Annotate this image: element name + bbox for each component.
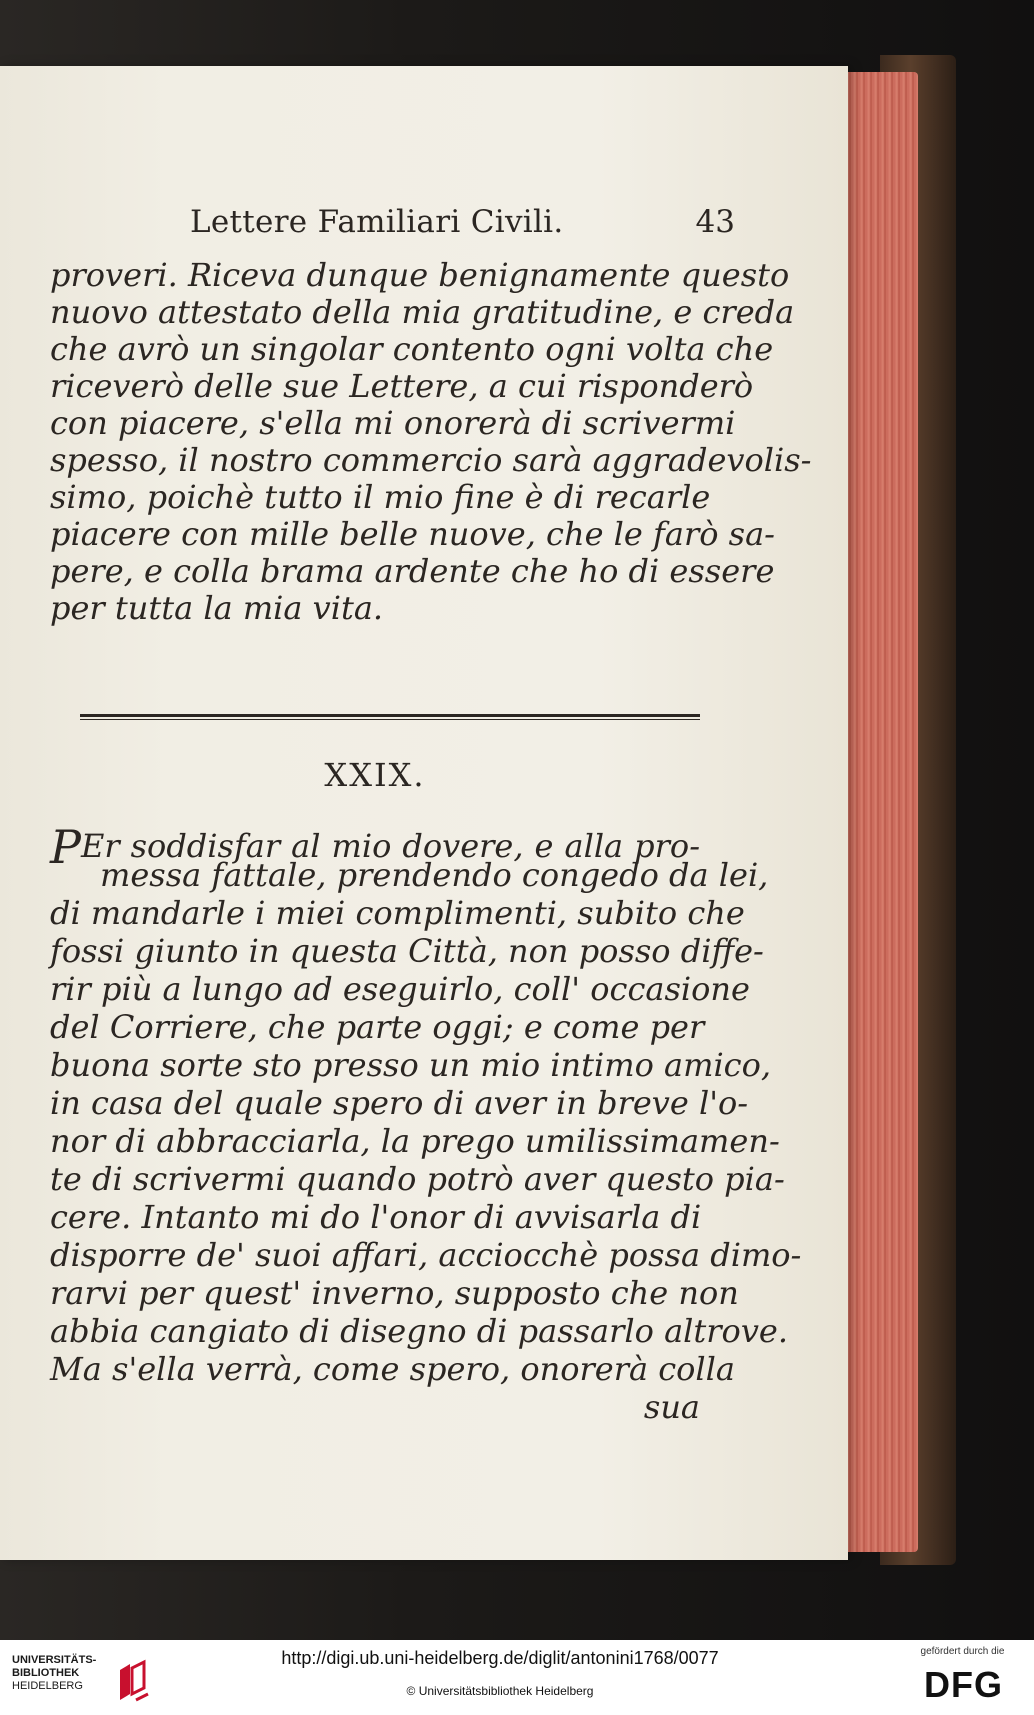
first-line: [50, 818, 700, 874]
logo-line: HEIDELBERG: [12, 1680, 83, 1692]
divider-thin: [80, 719, 700, 720]
text-line: pere, e colla brama ardente che ho di essere: [50, 552, 775, 590]
permalink-url[interactable]: http://digi.ub.uni-heidelberg.de/diglit/antonini1768/0077: [281, 1648, 719, 1668]
text-line: rir più a lungo ad eseguirlo, coll' occasione: [50, 970, 750, 1008]
text-line: riceverò delle sue Lettere, a cui risponderò: [50, 367, 754, 405]
text-line: con piacere, s'ella mi onorerà di scrivermi: [50, 404, 736, 442]
text-line: fossi giunto in questa Città, non posso diffe-: [50, 932, 764, 970]
section-heading: XXIX.: [324, 756, 426, 794]
running-title: Lettere Familiari Civili.: [190, 204, 564, 240]
text-line: piacere con mille belle nuove, che le farò sa-: [50, 515, 775, 553]
text-line: per tutta la mia vita.: [50, 589, 384, 627]
book-page: [0, 66, 848, 1560]
text-line: simo, poichè tutto il mio fine è di recarle: [50, 478, 711, 516]
text-line: proveri. Riceva dunque benignamente questo: [50, 256, 790, 294]
logo-line: BIBLIOTHEK: [12, 1667, 80, 1679]
logo-line: UNIVERSITÄTS-: [12, 1654, 97, 1666]
text-line: messa fattale, prendendo congedo da lei,: [100, 856, 769, 894]
text-line: disporre de' suoi affari, acciocchè possa dimo-: [50, 1236, 802, 1274]
text-line: abbia cangiato di disegno di passarlo altrove.: [50, 1312, 788, 1350]
text-line: nuovo attestato della mia gratitudine, e creda: [50, 293, 795, 331]
page-fore-edge: [838, 72, 918, 1552]
text-line: spesso, il nostro commercio sarà aggradevolis-: [50, 441, 812, 479]
text-line: cere. Intanto mi do l'onor di avvisarla di: [50, 1198, 702, 1236]
page-text-area: [50, 66, 812, 1560]
catchword: sua: [643, 1388, 700, 1426]
first-line-text: Er soddisfar al mio dovere, e alla pro-: [80, 827, 700, 865]
dfg-logo: DFG: [924, 1664, 1003, 1705]
text-line: nor di abbracciarla, la prego umilissimamen-: [50, 1122, 780, 1160]
text-line: buona sorte sto presso un mio intimo amico,: [50, 1046, 772, 1084]
dfg-logo-block[interactable]: [900, 1646, 1025, 1710]
text-line: rarvi per quest' inverno, supposto che non: [50, 1274, 739, 1312]
footer-bar: [0, 1640, 1034, 1715]
running-head: [190, 204, 735, 248]
text-line: di mandarle i miei complimenti, subito che: [50, 894, 745, 932]
library-mark-icon: [116, 1660, 152, 1704]
section-divider: [80, 714, 700, 726]
text-line: che avrò un singolar contento ogni volta che: [50, 330, 774, 368]
page-number: 43: [695, 204, 735, 240]
library-logo[interactable]: [12, 1654, 142, 1704]
text-line: Ma s'ella verrà, come spero, onorerà colla: [50, 1350, 735, 1388]
text-line: te di scrivermi quando potrò aver questo pia-: [50, 1160, 785, 1198]
drop-cap: P: [50, 820, 81, 874]
text-line: del Corriere, che parte oggi; e come per: [50, 1008, 705, 1046]
funding-note: gefördert durch die: [920, 1646, 1005, 1657]
copyright-notice: © Universitätsbibliothek Heidelberg: [406, 1684, 594, 1698]
text-line: in casa del quale spero di aver in breve l'o-: [50, 1084, 749, 1122]
divider-thick: [80, 714, 700, 717]
